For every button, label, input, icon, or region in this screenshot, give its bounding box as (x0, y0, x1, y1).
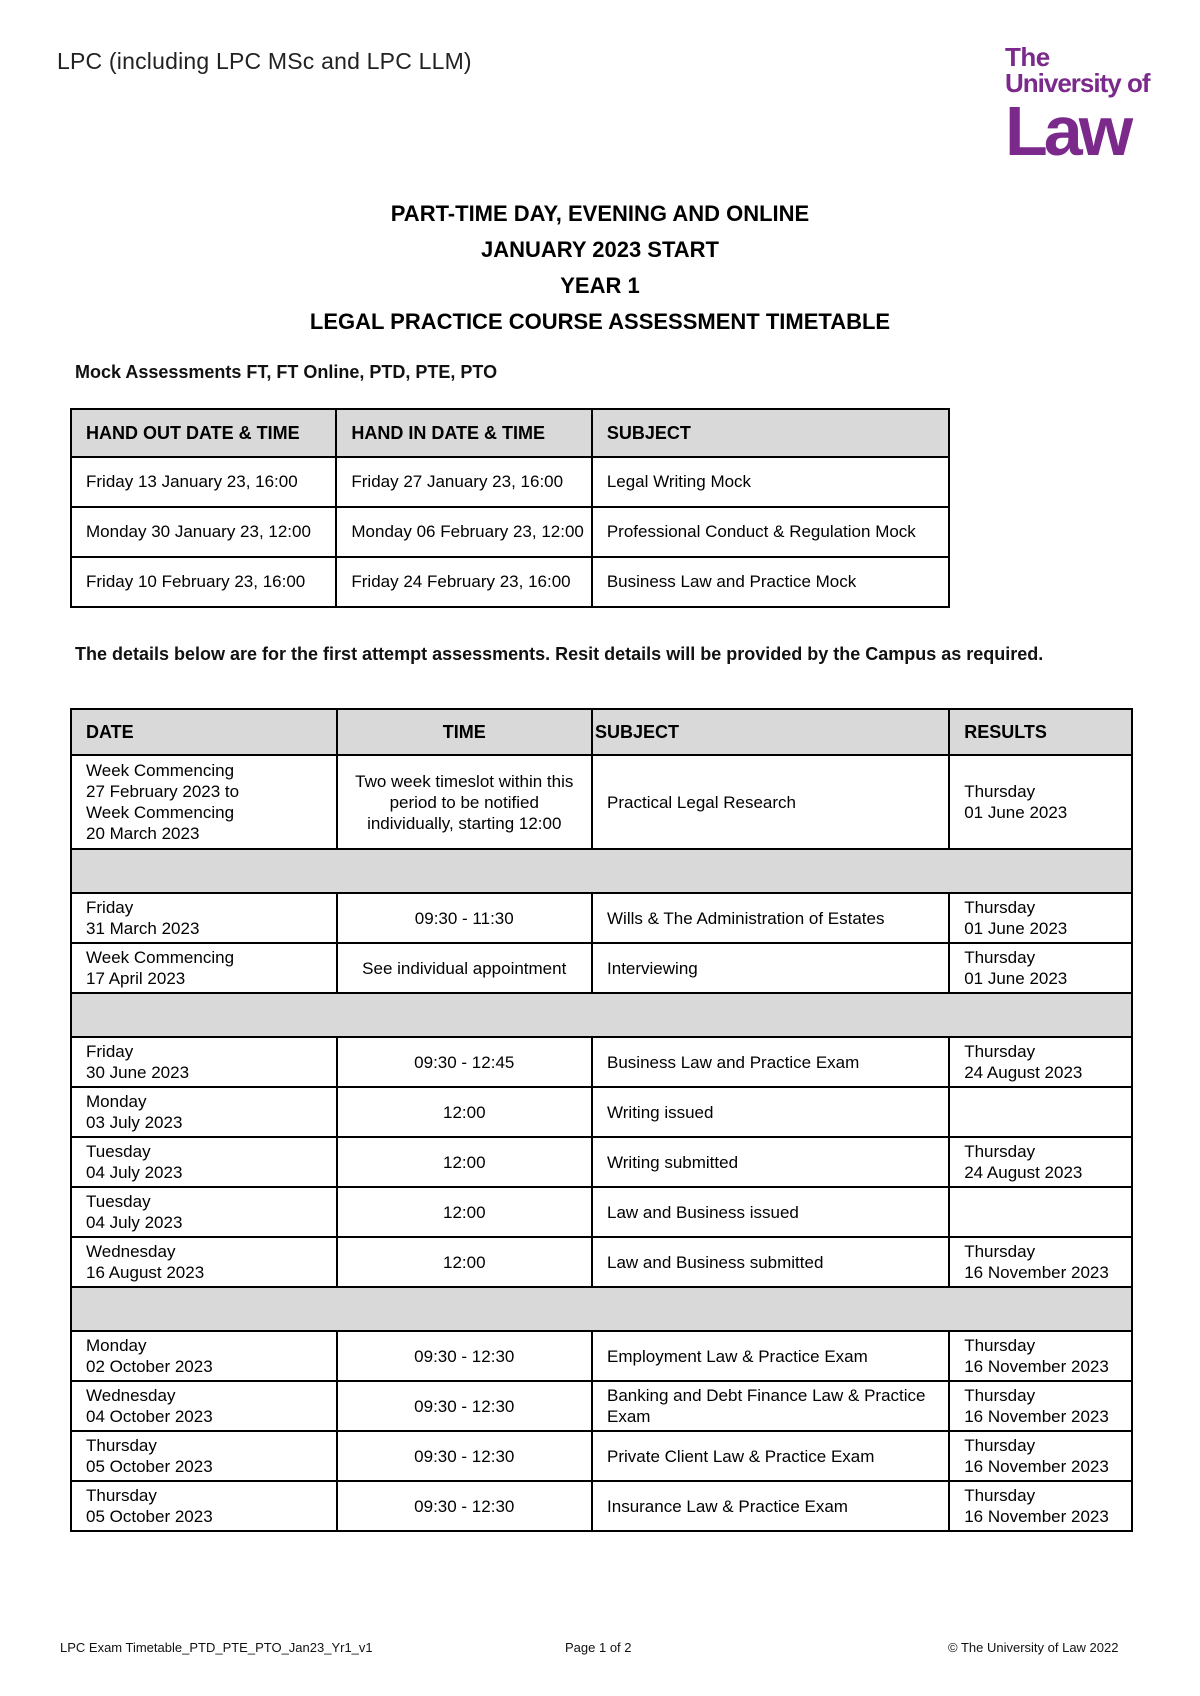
results-cell: Thursday 16 November 2023 (949, 1481, 1132, 1531)
hand-out-cell: Monday 30 January 23, 12:00 (71, 507, 336, 557)
results-cell: Thursday 16 November 2023 (949, 1331, 1132, 1381)
subject-cell: Employment Law & Practice Exam (592, 1331, 949, 1381)
separator-cell (71, 1287, 1132, 1331)
table-row (71, 1137, 1132, 1187)
hand-out-cell: Friday 13 January 23, 16:00 (71, 457, 336, 507)
mock-section-label: Mock Assessments FT, FT Online, PTD, PTE, PTO (75, 362, 498, 382)
column-header: SUBJECT (592, 709, 949, 755)
subject-cell: Wills & The Administration of Estates (592, 893, 949, 943)
column-header: HAND IN DATE & TIME (336, 409, 591, 457)
date-cell: Friday 30 June 2023 (71, 1037, 337, 1087)
date-cell: Thursday 05 October 2023 (71, 1431, 337, 1481)
table-row (71, 893, 1132, 943)
subject-cell: Law and Business issued (592, 1187, 949, 1237)
subject-cell: Business Law and Practice Exam (592, 1037, 949, 1087)
time-cell: See individual appointment (337, 943, 593, 993)
results-cell: Thursday 16 November 2023 (949, 1381, 1132, 1431)
date-cell: Thursday 05 October 2023 (71, 1481, 337, 1531)
time-cell: 09:30 - 12:30 (337, 1481, 593, 1531)
date-cell: Monday 03 July 2023 (71, 1087, 337, 1137)
table-row (71, 1431, 1132, 1481)
table-row (71, 1331, 1132, 1381)
results-cell: Thursday 24 August 2023 (949, 1037, 1132, 1087)
subject-cell: Practical Legal Research (592, 755, 949, 849)
hand-in-cell: Monday 06 February 23, 12:00 (336, 507, 591, 557)
table-row (71, 755, 1132, 849)
table-row (71, 943, 1132, 993)
results-cell: Thursday 01 June 2023 (949, 943, 1132, 993)
section-separator-row (71, 993, 1132, 1037)
subject-cell: Writing submitted (592, 1137, 949, 1187)
column-header: HAND OUT DATE & TIME (71, 409, 336, 457)
column-header: TIME (337, 709, 593, 755)
time-cell: 12:00 (337, 1137, 593, 1187)
table-row (71, 557, 949, 607)
table-row (71, 1087, 1132, 1137)
subject-cell: Private Client Law & Practice Exam (592, 1431, 949, 1481)
date-cell: Week Commencing 17 April 2023 (71, 943, 337, 993)
document-title (0, 196, 1200, 340)
logo-line-2: University of (1005, 68, 1150, 98)
first-attempt-note: The details below are for the first attempt assessments. Resit details will be provided by the Campus as required. (75, 644, 1044, 664)
subject-cell: Professional Conduct & Regulation Mock (592, 507, 949, 557)
date-cell: Week Commencing 27 February 2023 to Week Commencing 20 March 2023 (71, 755, 337, 849)
column-header: SUBJECT (592, 409, 949, 457)
title-line-3: YEAR 1 (560, 273, 640, 298)
table-row (71, 1187, 1132, 1237)
time-cell: 09:30 - 12:30 (337, 1431, 593, 1481)
subject-cell: Law and Business submitted (592, 1237, 949, 1287)
date-cell: Wednesday 04 October 2023 (71, 1381, 337, 1431)
footer-page-number: Page 1 of 2 (565, 1640, 632, 1655)
time-cell: 09:30 - 12:30 (337, 1381, 593, 1431)
results-cell: Thursday 01 June 2023 (949, 755, 1132, 849)
results-cell (949, 1187, 1132, 1237)
university-logo (1005, 42, 1165, 170)
section-separator-row (71, 1287, 1132, 1331)
date-cell: Friday 31 March 2023 (71, 893, 337, 943)
subject-cell: Banking and Debt Finance Law & Practice Exam (592, 1381, 949, 1431)
time-cell: 09:30 - 12:30 (337, 1331, 593, 1381)
date-cell: Tuesday 04 July 2023 (71, 1187, 337, 1237)
hand-in-cell: Friday 27 January 23, 16:00 (336, 457, 591, 507)
results-cell: Thursday 16 November 2023 (949, 1431, 1132, 1481)
table-row (71, 457, 949, 507)
time-cell: 09:30 - 11:30 (337, 893, 593, 943)
logo-line-3: Law (1005, 92, 1130, 170)
table-row (71, 1481, 1132, 1531)
subject-cell: Legal Writing Mock (592, 457, 949, 507)
title-line-1: PART-TIME DAY, EVENING AND ONLINE (390, 201, 810, 226)
table-header-row (71, 409, 949, 457)
logo-line-1: The (1005, 42, 1050, 72)
time-cell: 12:00 (337, 1237, 593, 1287)
table-row (71, 1037, 1132, 1087)
column-header: RESULTS (949, 709, 1132, 755)
separator-cell (71, 993, 1132, 1037)
table-row (71, 507, 949, 557)
results-cell: Thursday 16 November 2023 (949, 1237, 1132, 1287)
assessment-timetable (70, 708, 1133, 1532)
table-row (71, 1237, 1132, 1287)
subject-cell: Business Law and Practice Mock (592, 557, 949, 607)
date-cell: Tuesday 04 July 2023 (71, 1137, 337, 1187)
title-line-2: JANUARY 2023 START (481, 237, 719, 262)
results-cell (949, 1087, 1132, 1137)
title-line-4: LEGAL PRACTICE COURSE ASSESSMENT TIMETABLE (309, 309, 891, 334)
mock-assessments-table (70, 408, 950, 608)
date-cell: Wednesday 16 August 2023 (71, 1237, 337, 1287)
table-header-row (71, 709, 1132, 755)
time-cell: 09:30 - 12:45 (337, 1037, 593, 1087)
section-separator-row (71, 849, 1132, 893)
hand-in-cell: Friday 24 February 23, 16:00 (336, 557, 591, 607)
column-header: DATE (71, 709, 337, 755)
results-cell: Thursday 24 August 2023 (949, 1137, 1132, 1187)
time-cell: 12:00 (337, 1187, 593, 1237)
time-cell: 12:00 (337, 1087, 593, 1137)
date-cell: Monday 02 October 2023 (71, 1331, 337, 1381)
program-heading: LPC (including LPC MSc and LPC LLM) (57, 48, 472, 74)
time-cell: Two week timeslot within this period to be notified individually, starting 12:00 (337, 755, 593, 849)
hand-out-cell: Friday 10 February 23, 16:00 (71, 557, 336, 607)
table-row (71, 1381, 1132, 1431)
subject-cell: Insurance Law & Practice Exam (592, 1481, 949, 1531)
subject-cell: Writing issued (592, 1087, 949, 1137)
footer-document-id: LPC Exam Timetable_PTD_PTE_PTO_Jan23_Yr1_v1 (60, 1640, 373, 1655)
separator-cell (71, 849, 1132, 893)
results-cell: Thursday 01 June 2023 (949, 893, 1132, 943)
footer-copyright: © The University of Law 2022 (948, 1640, 1119, 1655)
subject-cell: Interviewing (592, 943, 949, 993)
